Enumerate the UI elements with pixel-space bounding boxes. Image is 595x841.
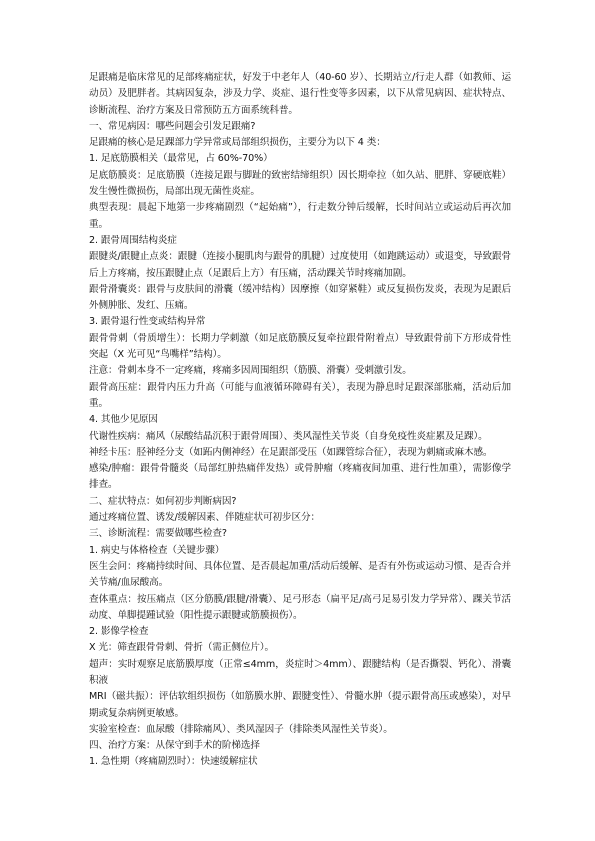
paragraph: MRI（磁共振）：评估软组织损伤（如筋膜水肿、跟腱变性）、骨髓水肿（提示跟骨高压或感染），对早期或复杂病例更敏感。 [89,691,511,719]
section-heading-causes: 一、常见病因：哪些问题会引发足跟痛? [89,120,256,132]
subheading: 1. 急性期（疼痛剧烈时）：快速缓解症状 [89,756,258,768]
paragraph: 跟骨滑囊炎：跟骨与皮肤间的滑囊（缓冲结构）因摩擦（如穿紧鞋）或反复损伤发炎，表现为足跟后外侧肿胀、发红、压痛。 [89,283,511,312]
subheading: 3. 跟骨退行性变或结构异常 [89,316,206,328]
subheading: 2. 影像学检查 [89,626,149,638]
section-heading-symptoms: 二、症状特点：如何初步判断病因? [89,495,237,507]
paragraph: 跟腱炎/跟腱止点炎：跟腱（连接小腿肌肉与跟骨的肌腱）过度使用（如跑跳运动）或退变，导致跟骨后上方疼痛，按压跟腱止点（足跟后上方）有压痛，活动踝关节时疼痛加剧。 [89,251,511,279]
paragraph: 医生会问：疼痛持续时间、具体位置、是否晨起加重/活动后缓解、是否有外伤或运动习惯、是否合并关节痛/血尿酸高。 [89,560,511,589]
paragraph: 足跟痛的核心是足踝部力学异常或局部组织损伤，主要分为以下 4 类： [89,137,386,149]
document-body [89,70,511,771]
paragraph: X 光：筛查跟骨骨刺、骨折（需正侧位片）。 [89,642,275,654]
paragraph: 足底筋膜炎：足底筋膜（连接足跟与脚趾的致密结缔组织）因长期牵拉（如久站、肥胖、穿硬底鞋）发生慢性微损伤，局部出现无菌性炎症。 [89,169,511,198]
paragraph: 典型表现：晨起下地第一步疼痛剧烈（“起始痛”），行走数分钟后缓解，长时间站立或运动后再次加重。 [89,202,511,230]
paragraph: 感染/肿瘤：跟骨骨髓炎（局部红肿热痛伴发热）或骨肿瘤（疼痛夜间加重、进行性加重），需影像学排查。 [89,463,511,491]
paragraph: 注意：骨刺本身不一定疼痛，疼痛多因周围组织（筋膜、滑囊）受刺激引发。 [89,365,412,377]
section-heading-diagnosis: 三、诊断流程：需要做哪些检查? [89,528,227,540]
paragraph: 通过疼痛位置、诱发/缓解因素、伴随症状可初步区分： [89,512,320,524]
subheading: 1. 病史与体格检查（关键步骤） [89,544,225,556]
paragraph: 查体重点：按压痛点（区分筋膜/跟腱/滑囊）、足弓形态（扁平足/高弓足易引发力学异常）、踝关节活动度、单脚提踵试验（阳性提示跟腱或筋膜损伤）。 [89,593,511,621]
paragraph: 超声：实时观察足底筋膜厚度（正常≤4mm，炎症时＞4mm）、跟腱结构（是否撕裂、钙化）、滑囊积液 [89,658,511,686]
subheading: 2. 跟骨周围结构炎症 [89,234,177,246]
section-heading-treatment: 四、治疗方案：从保守到手术的阶梯选择 [89,740,260,752]
paragraph: 跟骨高压症：跟骨内压力升高（可能与血液循环障碍有关），表现为静息时足跟深部胀痛，活动后加重。 [89,381,511,409]
intro-paragraph: 足跟痛是临床常见的足部疼痛症状，好发于中老年人（40-60 岁）、长期站立/行走人群（如教师、运动员）及肥胖者。其病因复杂，涉及力学、炎症、退行性变等多因素，以下从常见病因、症状特点、诊断流程、治疗方案及日常预防五方面系统科普。 [89,72,511,116]
paragraph: 跟骨骨刺（骨质增生）：长期力学刺激（如足底筋膜反复牵拉跟骨附着点）导致跟骨前下方形成骨性突起（X 光可见“鸟嘴样”结构）。 [89,332,511,361]
subheading: 1. 足底筋膜相关（最常见，占 60%-70%） [89,153,273,165]
subheading: 4. 其他少见原因 [89,414,158,426]
paragraph: 代谢性疾病：痛风（尿酸结晶沉积于跟骨周围）、类风湿性关节炎（自身免疫性炎症累及足踝）。 [89,430,488,442]
paragraph: 实验室检查：血尿酸（排除痛风）、类风湿因子（排除类风湿性关节炎）。 [89,723,393,735]
paragraph: 神经卡压：胫神经分支（如跖内侧神经）在足跟部受压（如踝管综合征），表现为刺痛或麻木感。 [89,446,493,458]
